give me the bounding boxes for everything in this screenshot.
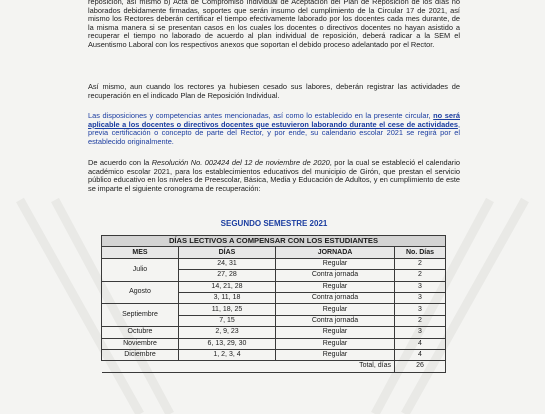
para4-resolution-ref: Resolución No. 002424 del 12 de noviembre de 2020	[151, 158, 330, 167]
para4-text-a: De acuerdo con la	[88, 158, 152, 167]
table-row	[102, 327, 446, 338]
cell-dias: 6, 13, 29, 30	[179, 338, 276, 349]
cell-jornada: Contra jornada	[276, 292, 395, 303]
cell-num: 3	[395, 327, 446, 338]
table-row	[102, 304, 446, 315]
cell-mes: Julio	[102, 258, 179, 281]
table-row	[102, 258, 446, 269]
col-header-jornada: JORNADA	[276, 247, 395, 258]
para4-text-c: , por la cual se estableció el calendario académico escolar 2021, para los establecimientos educativos del municipio de Girón, que prestan el servicio público educativo en los niveles de Preescolar, Básica, Media y Educación de Adultos, y en cumplimiento de este se imparte el siguiente cronograma de recuperación:	[88, 158, 460, 193]
cell-mes: Octubre	[102, 327, 179, 338]
cell-dias: 7, 15	[179, 315, 276, 326]
col-header-mes: MES	[102, 247, 179, 258]
table-row	[102, 338, 446, 349]
cell-jornada: Contra jornada	[276, 270, 395, 281]
cell-jornada: Regular	[276, 338, 395, 349]
cell-dias: 11, 18, 25	[179, 304, 276, 315]
cell-num: 4	[395, 349, 446, 360]
cell-num: 2	[395, 315, 446, 326]
paragraph-rectores: Así mismo, aun cuando los rectores ya hubiesen cesado sus labores, deberán registrar las actividades de recuperación en el indicado Plan de Reposición Individual.	[88, 82, 460, 100]
cell-jornada: Regular	[276, 281, 395, 292]
cell-dias: 24, 31	[179, 258, 276, 269]
paragraph-text: reposición, así mismo b) Acta de Compromiso Individual de Aceptación del Plan de Reposición de los días no laborados debidamente firmadas, soportes que serán insumo del cumplimiento de la Circular 17 de 2021, así mismo los Rectores deberán certificar el tiempo efectivamente laborado por los docentes cada mes durante, de la misma manera si se presentan casos en los cuales los docentes o directivos docentes no hayan asistido a recuperar el tiempo no laborado de acuerdo al plan individual de reposición, deberá radicar a la SEM el Ausentismo Laboral con los respectivos anexos que soportan el debido proceso adelantado por el Rector.	[88, 0, 460, 49]
cell-dias: 3, 11, 18	[179, 292, 276, 303]
cell-dias: 1, 2, 3, 4	[179, 349, 276, 360]
cell-num: 4	[395, 338, 446, 349]
cell-mes: Diciembre	[102, 349, 179, 360]
cell-num: 2	[395, 270, 446, 281]
cell-mes: Agosto	[102, 281, 179, 304]
cell-mes: Septiembre	[102, 304, 179, 327]
total-value: 26	[395, 361, 446, 372]
table-header-row	[102, 247, 446, 258]
cell-num: 3	[395, 281, 446, 292]
paragraph-disposiciones	[88, 112, 460, 146]
table-caption-row	[102, 236, 446, 247]
cell-num: 3	[395, 292, 446, 303]
cell-jornada: Regular	[276, 349, 395, 360]
para3-underlined-text: no será aplicable a los docentes o directivos docentes que estuvieron laborando durante el cese de actividades	[88, 111, 460, 129]
col-header-dias: DÍAS	[179, 247, 276, 258]
cell-dias: 2, 9, 23	[179, 327, 276, 338]
para3-text-c: , previa certificación o concepto de parte del Rector, y por ende, su calendario escolar 2021 se regirá por el establecido originalmente.	[88, 119, 460, 146]
cell-mes: Noviembre	[102, 338, 179, 349]
table-row	[102, 281, 446, 292]
cell-jornada: Regular	[276, 304, 395, 315]
recovery-schedule-table	[101, 235, 446, 373]
table-caption: DÍAS LECTIVOS A COMPENSAR CON LOS ESTUDIANTES	[102, 236, 446, 247]
cell-jornada: Contra jornada	[276, 315, 395, 326]
cell-num: 3	[395, 304, 446, 315]
total-label: Total, días	[102, 361, 395, 372]
cell-dias: 27, 28	[179, 270, 276, 281]
cell-jornada: Regular	[276, 258, 395, 269]
section-title: SEGUNDO SEMESTRE 2021	[220, 219, 328, 228]
para3-text-a: Las disposiciones y competencias antes mencionadas, así como lo establecido en la presente circular,	[88, 111, 434, 120]
table-row	[102, 349, 446, 360]
table-total-row	[102, 361, 446, 372]
cell-dias: 14, 21, 28	[179, 281, 276, 292]
cell-jornada: Regular	[276, 327, 395, 338]
paragraph-resolucion	[88, 159, 460, 193]
cell-num: 2	[395, 258, 446, 269]
paragraph-acta-compromiso	[88, 0, 460, 50]
col-header-num-dias: No. Días	[395, 247, 446, 258]
